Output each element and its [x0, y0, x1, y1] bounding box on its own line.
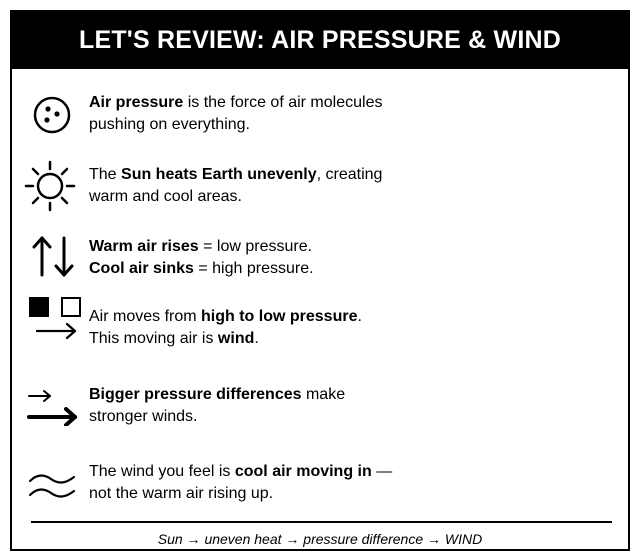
review-card: [10, 10, 630, 551]
item-line-1: The wind you feel is cool air moving in —: [89, 463, 393, 480]
thin-thick-arrows-icon: [26, 386, 86, 426]
item-line-2: warm and cool areas.: [89, 187, 242, 205]
item-text: [89, 236, 314, 279]
item-line-1: Air pressure is the force of air molecules: [89, 94, 383, 111]
item-line-2: This moving air is wind.: [89, 329, 259, 347]
item-line-2: stronger winds.: [89, 407, 198, 425]
item-line-2: not the warm air rising up.: [89, 484, 274, 502]
sun-icon: [23, 159, 77, 213]
item-line-2: pushing on everything.: [89, 115, 250, 133]
footer-divider: [31, 521, 612, 523]
item-text: [89, 461, 392, 504]
up-down-arrows-icon: [30, 234, 78, 280]
summary-footer: Sun → uneven heat → pressure difference → WIND: [157, 531, 483, 547]
item-text: [89, 164, 382, 207]
wind-waves-icon: [27, 465, 83, 505]
item-text: [89, 384, 345, 427]
item-line-1: Bigger pressure differences make: [89, 386, 346, 403]
item-text: [89, 92, 382, 135]
page-title: LET'S REVIEW: AIR PRESSURE & WIND: [12, 12, 628, 69]
item-line-1: Warm air rises = low pressure.: [89, 238, 313, 255]
molecule-circle-icon: [32, 95, 72, 135]
item-line-2: Cool air sinks = high pressure.: [89, 259, 314, 277]
item-line-1: Air moves from high to low pressure.: [89, 308, 362, 325]
item-line-1: The Sun heats Earth unevenly, creating: [89, 166, 383, 183]
high-to-low-arrow-icon: [29, 297, 89, 343]
item-text: [89, 306, 362, 349]
